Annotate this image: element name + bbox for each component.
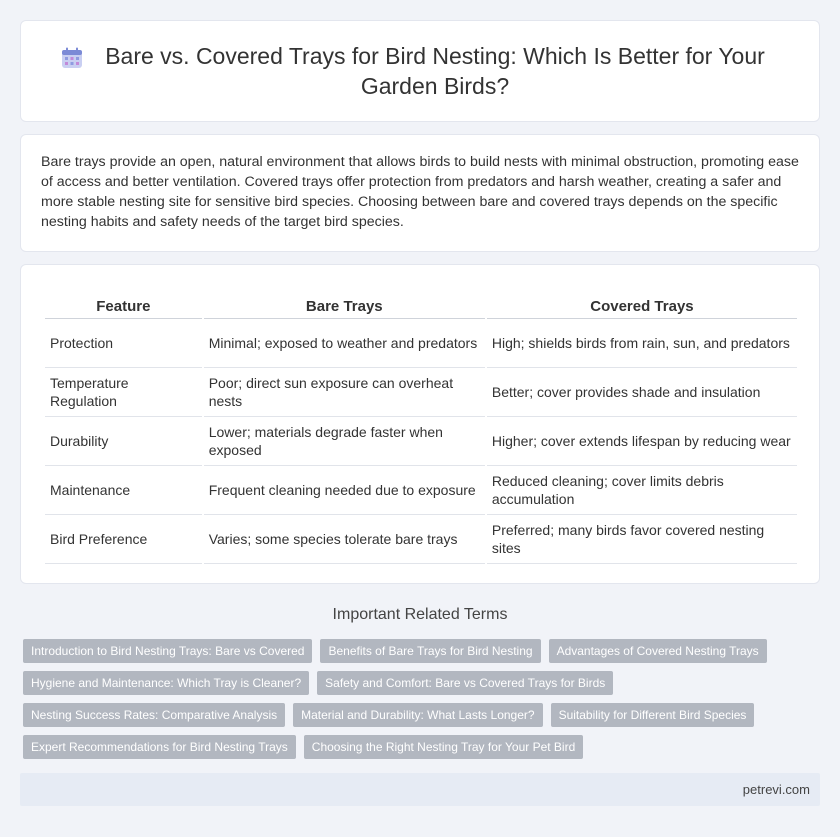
table-cell: Preferred; many birds favor covered nesting sites bbox=[487, 515, 797, 564]
table-cell: Minimal; exposed to weather and predators bbox=[204, 319, 485, 368]
related-term-tag[interactable]: Choosing the Right Nesting Tray for Your Pet Bird bbox=[304, 735, 583, 759]
header-feature: Feature bbox=[45, 295, 202, 319]
table-row bbox=[45, 417, 797, 466]
related-term-tag[interactable]: Safety and Comfort: Bare vs Covered Trays for Birds bbox=[317, 671, 613, 695]
table-cell: Protection bbox=[45, 319, 202, 368]
footer bbox=[20, 773, 820, 806]
related-term-tag[interactable]: Material and Durability: What Lasts Longer? bbox=[293, 703, 542, 727]
comparison-card bbox=[20, 264, 820, 584]
table-cell: Poor; direct sun exposure can overheat nests bbox=[204, 368, 485, 417]
tag-row bbox=[23, 639, 823, 663]
related-term-tag[interactable]: Nesting Success Rates: Comparative Analysis bbox=[23, 703, 285, 727]
header-bare-trays: Bare Trays bbox=[204, 295, 485, 319]
table-cell: Higher; cover extends lifespan by reducing wear bbox=[487, 417, 797, 466]
table-row bbox=[45, 368, 797, 417]
tag-row bbox=[23, 735, 823, 759]
table-cell: Better; cover provides shade and insulation bbox=[487, 368, 797, 417]
related-term-tag[interactable]: Hygiene and Maintenance: Which Tray is Cleaner? bbox=[23, 671, 309, 695]
related-terms-list bbox=[23, 639, 823, 767]
table-cell: Durability bbox=[45, 417, 202, 466]
table-cell: Varies; some species tolerate bare trays bbox=[204, 515, 485, 564]
table-row bbox=[45, 466, 797, 515]
table-row bbox=[45, 515, 797, 564]
related-term-tag[interactable]: Advantages of Covered Nesting Trays bbox=[549, 639, 767, 663]
related-term-tag[interactable]: Expert Recommendations for Bird Nesting Trays bbox=[23, 735, 296, 759]
intro-card bbox=[20, 134, 820, 252]
comparison-table bbox=[43, 295, 799, 564]
table-cell: High; shields birds from rain, sun, and predators bbox=[487, 319, 797, 368]
table-cell: Bird Preference bbox=[45, 515, 202, 564]
related-term-tag[interactable]: Benefits of Bare Trays for Bird Nesting bbox=[320, 639, 540, 663]
intro-paragraph: Bare trays provide an open, natural environment that allows birds to build nests with minimal obstruction, promoting ease of access and better ventilation. Covered trays offer protection from predators and harsh weather, creating a safer and more stable nesting site for sensitive bird species. Choosing between bare and covered trays depends on the specific nesting habits and safety needs of the target bird species. bbox=[41, 154, 799, 230]
table-cell: Maintenance bbox=[45, 466, 202, 515]
related-term-tag[interactable]: Introduction to Bird Nesting Trays: Bare vs Covered bbox=[23, 639, 312, 663]
related-term-tag[interactable]: Suitability for Different Bird Species bbox=[551, 703, 755, 727]
table-header-row bbox=[45, 295, 797, 319]
table-cell: Temperature Regulation bbox=[45, 368, 202, 417]
table-cell: Frequent cleaning needed due to exposure bbox=[204, 466, 485, 515]
table-row bbox=[45, 319, 797, 368]
table-cell: Reduced cleaning; cover limits debris accumulation bbox=[487, 466, 797, 515]
page-title: Bare vs. Covered Trays for Bird Nesting: Which Is Better for Your Garden Birds? bbox=[105, 43, 765, 99]
table-cell: Lower; materials degrade faster when exposed bbox=[204, 417, 485, 466]
title-card bbox=[20, 20, 820, 122]
header-covered-trays: Covered Trays bbox=[487, 295, 797, 319]
footer-site-link[interactable]: petrevi.com bbox=[742, 782, 810, 797]
tag-row bbox=[23, 671, 823, 695]
related-terms-title: Important Related Terms bbox=[332, 606, 508, 623]
tag-row bbox=[23, 703, 823, 727]
